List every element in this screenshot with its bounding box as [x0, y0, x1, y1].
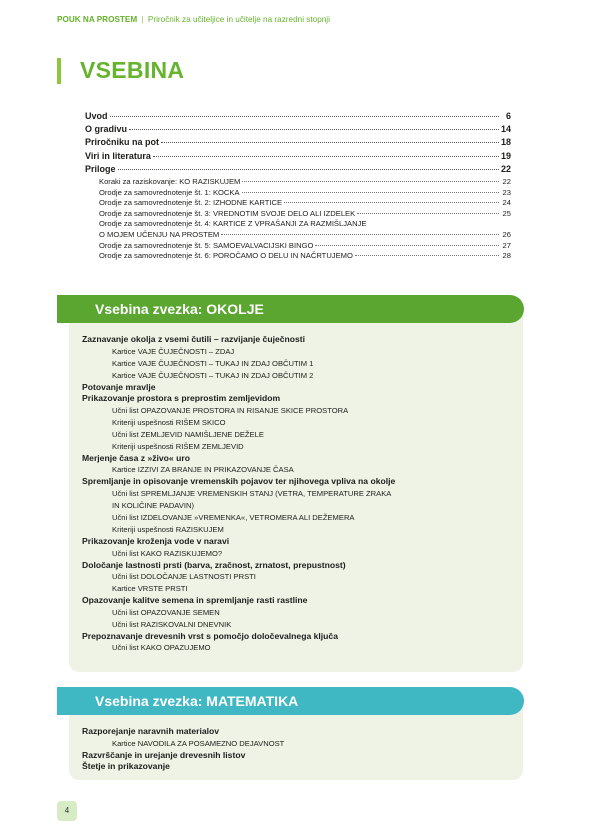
content-material: Kriteriji uspešnosti RIŠEM ZEMLJEVID	[112, 441, 244, 451]
toc-leader	[315, 245, 499, 246]
toc-page: 18	[500, 137, 511, 148]
content-material: Kartice VRSTE PRSTI	[112, 584, 188, 594]
content-material: Učni list IZDELOVANJE »VREMENKA«, VETROMERA ALI DEŽEMERA	[112, 512, 355, 522]
toc-label: Orodje za samovrednotenje št. 3: VREDNOTIM SVOJE DELO ALI IZDELEK	[99, 208, 356, 218]
section-heading-okolje: Vsebina zvezka: OKOLJE	[57, 295, 524, 323]
toc-label-line1: Orodje za samovrednotenje št. 4: KARTICE Z VPRAŠANJI ZA RAZMIŠLJANJE	[99, 219, 367, 229]
section-heading-matematika: Vsebina zvezka: MATEMATIKA	[57, 687, 524, 715]
toc-entry[interactable]	[85, 151, 511, 164]
page-title: VSEBINA	[80, 57, 185, 83]
header-brand: POUK NA PROSTEM	[57, 15, 138, 24]
toc-leader	[110, 116, 500, 117]
toc-entry[interactable]	[85, 111, 511, 124]
toc-page: 22	[500, 163, 511, 174]
matematika-content-list	[82, 726, 284, 773]
content-material: Kartice VAJE ČUJEČNOSTI – TUKAJ IN ZDAJ OBČUTIM 2	[112, 370, 314, 380]
toc-label: Priloge	[85, 163, 116, 174]
running-header	[57, 15, 330, 24]
toc-label: Priročniku na pot	[85, 137, 160, 148]
toc-entry[interactable]	[85, 124, 511, 137]
toc-leader	[129, 129, 499, 130]
toc-label: Orodje za samovrednotenje št. 2: IZHODNE KARTICE	[99, 198, 283, 208]
toc-page: 22	[502, 176, 511, 186]
content-topic: Prikazovanje kroženja vode v naravi	[82, 535, 230, 546]
content-topic: Potovanje mravlje	[82, 381, 156, 392]
content-material: Učni list SPREMLJANJE VREMENSKIH STANJ (VETRA, TEMPERATURE ZRAKA	[112, 488, 392, 498]
header-separator: |	[141, 15, 144, 24]
toc-subentry[interactable]	[85, 209, 511, 220]
toc-label: Koraki za raziskovanje: KO RAZISKUJEM	[99, 176, 241, 186]
content-topic: Opazovanje kalitve semena in spremljanje rasti rastline	[82, 595, 308, 606]
content-material: Kartice NAVODILA ZA POSAMEZNO DEJAVNOST	[112, 738, 285, 748]
content-topic: Razporejanje naravnih materialov	[82, 726, 220, 736]
content-material: Kriteriji uspešnosti RAZISKUJEM	[112, 524, 224, 534]
content-material: Kartice IZZIVI ZA BRANJE IN PRIKAZOVANJE ČASA	[112, 465, 294, 475]
content-material: Kartice VAJE ČUJEČNOSTI – ZDAJ	[112, 346, 235, 356]
page-number: 4	[57, 801, 77, 821]
content-topic: Štetje in prikazovanje	[82, 761, 170, 772]
content-material: Učni list OPAZOVANJE PROSTORA IN RISANJE SKICE PROSTORA	[112, 405, 349, 415]
toc-label-line2: O MOJEM UČENJU NA PROSTEM	[99, 229, 220, 239]
toc-leader	[153, 156, 499, 157]
content-material: IN KOLIČINE PADAVIN)	[112, 500, 194, 510]
toc-leader	[357, 213, 499, 214]
toc-leader	[355, 255, 499, 256]
toc-page: 14	[500, 124, 511, 135]
toc-page: 26	[502, 229, 511, 239]
okolje-content-list	[82, 334, 395, 654]
toc-leader	[161, 142, 499, 143]
toc-leader	[242, 181, 499, 182]
header-subtitle: Priročnik za učiteljice in učitelje na razredni stopnji	[147, 15, 330, 24]
toc-page: 19	[500, 150, 511, 161]
toc-subentry[interactable]	[85, 188, 511, 199]
toc-subentry[interactable]	[85, 251, 511, 262]
toc-page: 23	[502, 187, 511, 197]
toc-label: Orodje za samovrednotenje št. 5: SAMOEVALVACIJSKI BINGO	[99, 240, 314, 250]
content-topic: Merjenje časa z »živo« uro	[82, 452, 190, 463]
toc-label: Orodje za samovrednotenje št. 1: KOCKA	[99, 187, 240, 197]
toc-page: 25	[502, 208, 511, 218]
toc-page: 27	[502, 240, 511, 250]
toc-leader	[221, 234, 499, 235]
content-topic: Razvrščanje in urejanje drevesnih listov	[82, 749, 246, 760]
toc-label: O gradivu	[85, 124, 128, 135]
content-material: Učni list ZEMLJEVID NAMIŠLJENE DEŽELE	[112, 429, 264, 439]
toc-subentry[interactable]	[85, 219, 511, 240]
table-of-contents	[85, 111, 511, 262]
content-topic: Spremljanje in opisovanje vremenskih pojavov ter njihovega vpliva na okolje	[82, 476, 396, 487]
content-material: Učni list KAKO RAZISKUJEMO?	[112, 548, 223, 558]
title-accent-bar	[57, 58, 61, 84]
content-topic: Zaznavanje okolja z vsemi čutili – razvijanje čuječnosti	[82, 334, 306, 344]
toc-label: Orodje za samovrednotenje št. 6: POROČAMO O DELU IN NAČRTUJEMO	[99, 251, 353, 261]
toc-leader	[284, 202, 499, 203]
toc-entry[interactable]	[85, 164, 511, 177]
toc-subentry[interactable]	[85, 241, 511, 252]
toc-label: Uvod	[85, 111, 108, 121]
toc-leader	[242, 192, 499, 193]
toc-subentry[interactable]	[85, 177, 511, 188]
toc-page: 24	[502, 198, 511, 208]
toc-page: 28	[502, 251, 511, 261]
content-material: Učni list RAZISKOVALNI DNEVNIK	[112, 619, 232, 629]
toc-entry[interactable]	[85, 137, 511, 150]
content-material: Učni list KAKO OPAZUJEMO	[112, 643, 211, 653]
content-topic: Določanje lastnosti prsti (barva, zračnost, zrnatost, prepustnost)	[82, 559, 346, 570]
content-material: Kartice VAJE ČUJEČNOSTI – TUKAJ IN ZDAJ OBČUTIM 1	[112, 358, 314, 368]
toc-leader	[118, 169, 499, 170]
content-material: Učni list DOLOČANJE LASTNOSTI PRSTI	[112, 572, 256, 582]
toc-label: Viri in literatura	[85, 150, 151, 161]
content-material: Kriteriji uspešnosti RIŠEM SKICO	[112, 417, 226, 427]
toc-subentry[interactable]	[85, 198, 511, 209]
content-material: Učni list OPAZOVANJE SEMEN	[112, 607, 220, 617]
content-topic: Prepoznavanje drevesnih vrst s pomočjo določevalnega ključa	[82, 630, 338, 641]
toc-page: 6	[505, 111, 511, 121]
content-topic: Prikazovanje prostora s preprostim zemljevidom	[82, 393, 281, 404]
